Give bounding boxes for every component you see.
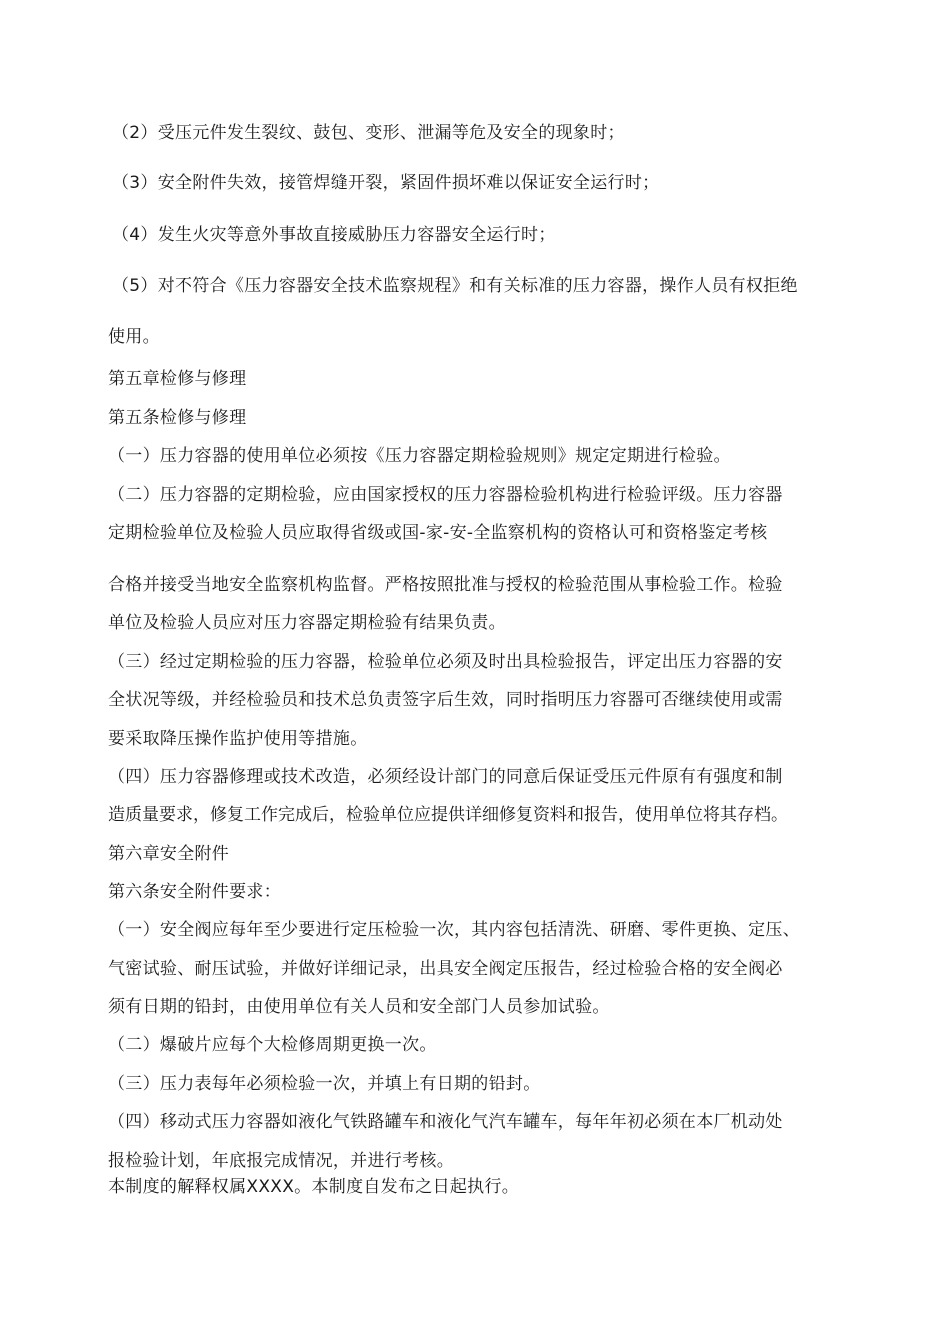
art5-para-3-line-2: 全状况等级，并经检验员和技术总负责签字后生效，同时指明压力容器可否继续使用或需 <box>108 690 783 710</box>
art6-para-4-line-1: （四）移动式压力容器如液化气铁路罐车和液化气汽车罐车，每年年初必须在本厂机动处 <box>108 1112 783 1132</box>
item-3-line: （3）安全附件失效，接管焊缝开裂，紧固件损坏难以保证安全运行时； <box>112 173 660 193</box>
chapter-6-heading: 第六章安全附件 <box>108 844 230 864</box>
art6-para-1-line-3: 须有日期的铅封，由使用单位有关人员和安全部门人员参加试验。 <box>108 997 610 1017</box>
art5-para-2-line-1: （二）压力容器的定期检验，应由国家授权的压力容器检验机构进行检验评级。压力容器 <box>108 485 783 505</box>
art5-para-3-line-1: （三）经过定期检验的压力容器，检验单位必须及时出具检验报告，评定出压力容器的安 <box>108 652 783 672</box>
art6-para-1-line-2: 气密试验、耐压试验，并做好详细记录，出具安全阀定压报告，经过检验合格的安全阀必 <box>108 959 783 979</box>
article-5-heading: 第五条检修与修理 <box>108 408 247 428</box>
art5-para-4-line-2: 造质量要求，修复工作完成后，检验单位应提供详细修复资料和报告，使用单位将其存档。 <box>108 805 788 825</box>
article-6-heading: 第六条安全附件要求： <box>108 882 281 902</box>
art6-para-1-line-1: （一）安全阀应每年至少要进行定压检验一次，其内容包括清洗、研磨、零件更换、定压、 <box>108 920 800 940</box>
art5-para-3-line-3: 要采取降压操作监护使用等措施。 <box>108 729 368 749</box>
chapter-5-heading: 第五章检修与修理 <box>108 369 247 389</box>
art5-para-1: （一）压力容器的使用单位必须按《压力容器定期检验规则》规定定期进行检验。 <box>108 446 731 466</box>
item-2-line: （2）受压元件发生裂纹、鼓包、变形、泄漏等危及安全的现象时； <box>112 123 625 143</box>
item-5-line-2: 使用。 <box>108 327 160 347</box>
art5-para-4-line-1: （四）压力容器修理或技术改造，必须经设计部门的同意后保证受压元件原有有强度和制 <box>108 767 783 787</box>
item-5-line-1: （5）对不符合《压力容器安全技术监察规程》和有关标准的压力容器，操作人员有权拒绝 <box>112 276 798 296</box>
art5-para-2-line-3: 合格并接受当地安全监察机构监督。严格按照批准与授权的检验范围从事检验工作。检验 <box>108 575 783 595</box>
art5-para-2-line-2: 定期检验单位及检验人员应取得省级或国-家-安-全监察机构的资格认可和资格鉴定考核 <box>108 523 768 543</box>
art5-para-2-line-4: 单位及检验人员应对压力容器定期检验有结果负责。 <box>108 613 506 633</box>
item-4-line: （4）发生火灾等意外事故直接威胁压力容器安全运行时； <box>112 225 556 245</box>
art6-para-4-line-2: 报检验计划，年底报完成情况，并进行考核。 <box>108 1151 454 1171</box>
art6-para-2: （二）爆破片应每个大检修周期更换一次。 <box>108 1035 437 1055</box>
art6-para-3: （三）压力表每年必须检验一次，并填上有日期的铅封。 <box>108 1074 541 1094</box>
closing-statement: 本制度的解释权属XXXX。本制度自发布之日起执行。 <box>108 1177 520 1197</box>
